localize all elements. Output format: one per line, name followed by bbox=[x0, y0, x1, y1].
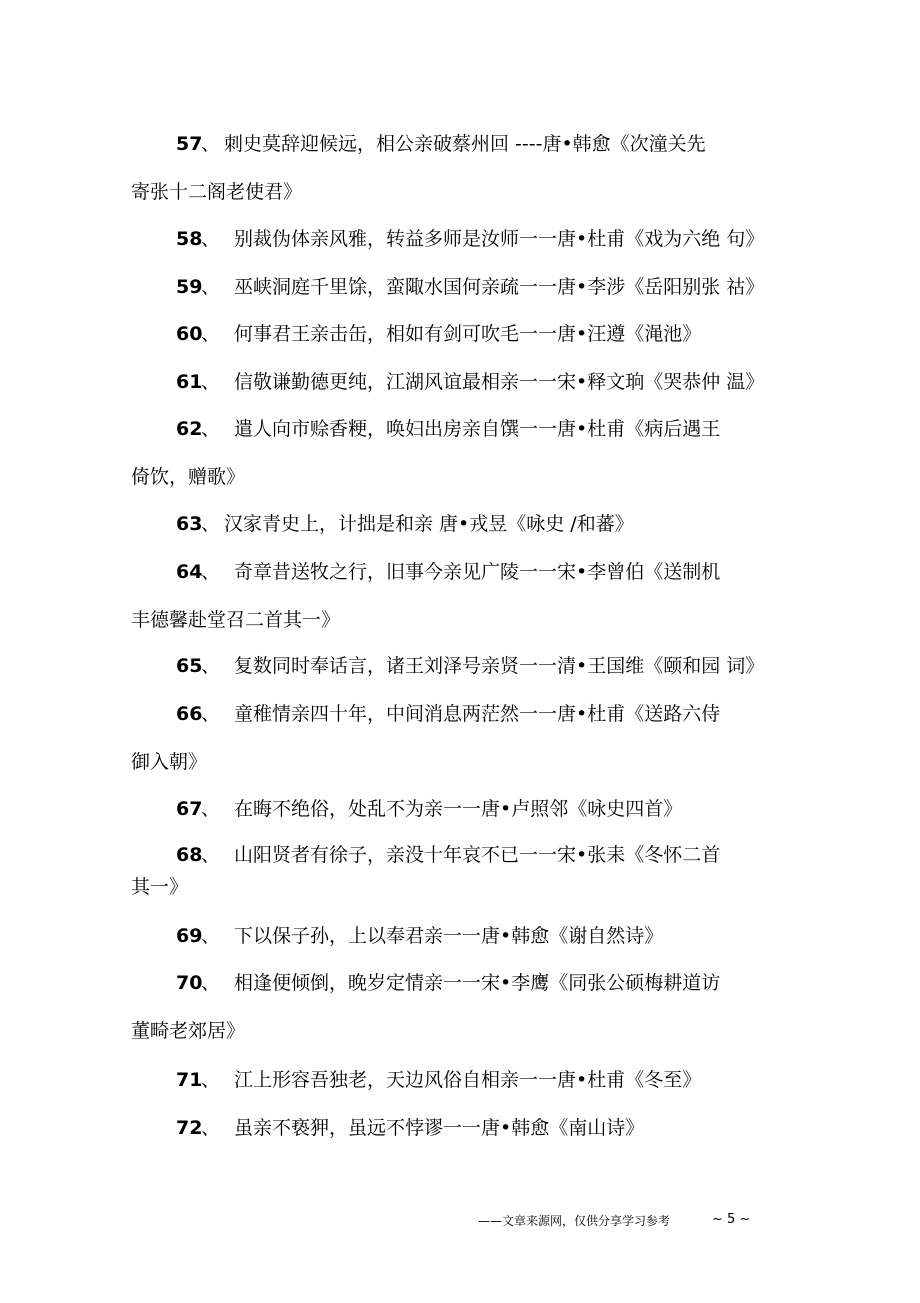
entry-number: 57 bbox=[176, 133, 203, 155]
entry-number: 59 bbox=[176, 276, 203, 298]
entry-text: 汉家青史上，计拙是和亲 唐•戎昱《咏史 /和蕃》 bbox=[224, 513, 634, 535]
entry-separator: 、 bbox=[201, 276, 221, 298]
entry-separator: 、 bbox=[201, 925, 221, 947]
entry-number: 69 bbox=[176, 925, 203, 947]
entry-continuation: 董畸老郊居》 bbox=[131, 1020, 246, 1042]
entry-text: 奇章昔送牧之行，旧事今亲见广陵一一宋•李曾伯《送制机 bbox=[234, 561, 721, 583]
entry-continuation: 倚饮，赠歌》 bbox=[131, 466, 246, 488]
entry-separator: 、 bbox=[201, 1117, 221, 1139]
entry-number: 67 bbox=[176, 798, 203, 820]
entry-number: 71 bbox=[176, 1069, 203, 1091]
entry-continuation: 寄张十二阁老使君》 bbox=[131, 181, 303, 203]
entry-separator: 、 bbox=[201, 323, 221, 345]
entry-separator: 、 bbox=[201, 703, 221, 725]
entry-number: 68 bbox=[176, 844, 203, 866]
entry-number: 60 bbox=[176, 323, 203, 345]
entry-separator: 、 bbox=[201, 1069, 221, 1091]
entry-number: 58 bbox=[176, 228, 203, 250]
entry-number: 61 bbox=[176, 371, 203, 393]
entry-text: 复数同时奉话言，诸王刘泽号亲贤一一清•王国维《颐和园 词》 bbox=[234, 655, 765, 677]
entry-text: 信敬谦勤德更纯，江湖风谊最相亲一一宋•释文珦《哭恭仲 温》 bbox=[234, 371, 765, 393]
entry-text: 下以保子孙，上以奉君亲一一唐•韩愈《谢自然诗》 bbox=[234, 925, 664, 947]
entry-separator: 、 bbox=[201, 798, 221, 820]
entry-number: 72 bbox=[176, 1117, 203, 1139]
entry-separator: 、 bbox=[201, 972, 221, 994]
entry-text: 刺史莫辞迎候远，相公亲破蔡州回 ----唐•韩愈《次潼关先 bbox=[224, 133, 706, 155]
entry-text: 别裁伪体亲风雅，转益多师是汝师一一唐•杜甫《戏为六绝 句》 bbox=[234, 228, 765, 250]
entry-separator: 、 bbox=[201, 655, 221, 677]
page-number: ~ 5 ~ bbox=[712, 1212, 751, 1227]
entry-number: 66 bbox=[176, 703, 203, 725]
entry-number: 70 bbox=[176, 972, 203, 994]
entry-continuation: 御入朝》 bbox=[131, 751, 208, 773]
entry-text: 遣人向市赊香粳，唤妇出房亲自馔一一唐•杜甫《病后遇王 bbox=[234, 418, 721, 440]
entry-separator: 、 bbox=[201, 418, 221, 440]
entry-text: 虽亲不亵狎，虽远不悖谬一一唐•韩愈《南山诗》 bbox=[234, 1117, 645, 1139]
entry-text: 童稚情亲四十年，中间消息两茫然一一唐•杜甫《送路六侍 bbox=[234, 703, 721, 725]
footer-source-note: ——文章来源网，仅供分享学习参考 bbox=[478, 1214, 671, 1228]
entry-number: 65 bbox=[176, 655, 203, 677]
entry-separator: 、 bbox=[201, 371, 221, 393]
entry-continuation: 丰德馨赴堂召二首其一》 bbox=[131, 609, 341, 631]
entry-text: 巫峡洞庭千里馀，蛮陬水国何亲疏一一唐•李涉《岳阳别张 祜》 bbox=[234, 276, 765, 298]
entry-text: 相逢便倾倒，晚岁定情亲一一宋•李鹰《同张公硕梅耕道访 bbox=[234, 972, 721, 994]
entry-text: 山阳贤者有徐子，亲没十年哀不已一一宋•张耒《冬怀二首 bbox=[234, 844, 721, 866]
entry-continuation: 其一》 bbox=[131, 876, 189, 898]
entry-text: 江上形容吾独老，天边风俗自相亲一一唐•杜甫《冬至》 bbox=[234, 1069, 702, 1091]
entry-separator: 、 bbox=[201, 228, 221, 250]
entry-number: 62 bbox=[176, 418, 203, 440]
entry-text: 在晦不绝俗，处乱不为亲一一唐•卢照邻《咏史四首》 bbox=[234, 798, 683, 820]
entry-separator: 、 bbox=[201, 513, 221, 535]
entry-separator: 、 bbox=[201, 133, 221, 155]
entry-number: 63 bbox=[176, 513, 203, 535]
entry-separator: 、 bbox=[201, 561, 221, 583]
entry-text: 何事君王亲击缶，相如有剑可吹毛一一唐•汪遵《渑池》 bbox=[234, 323, 702, 345]
entry-number: 64 bbox=[176, 561, 203, 583]
entry-separator: 、 bbox=[201, 844, 221, 866]
